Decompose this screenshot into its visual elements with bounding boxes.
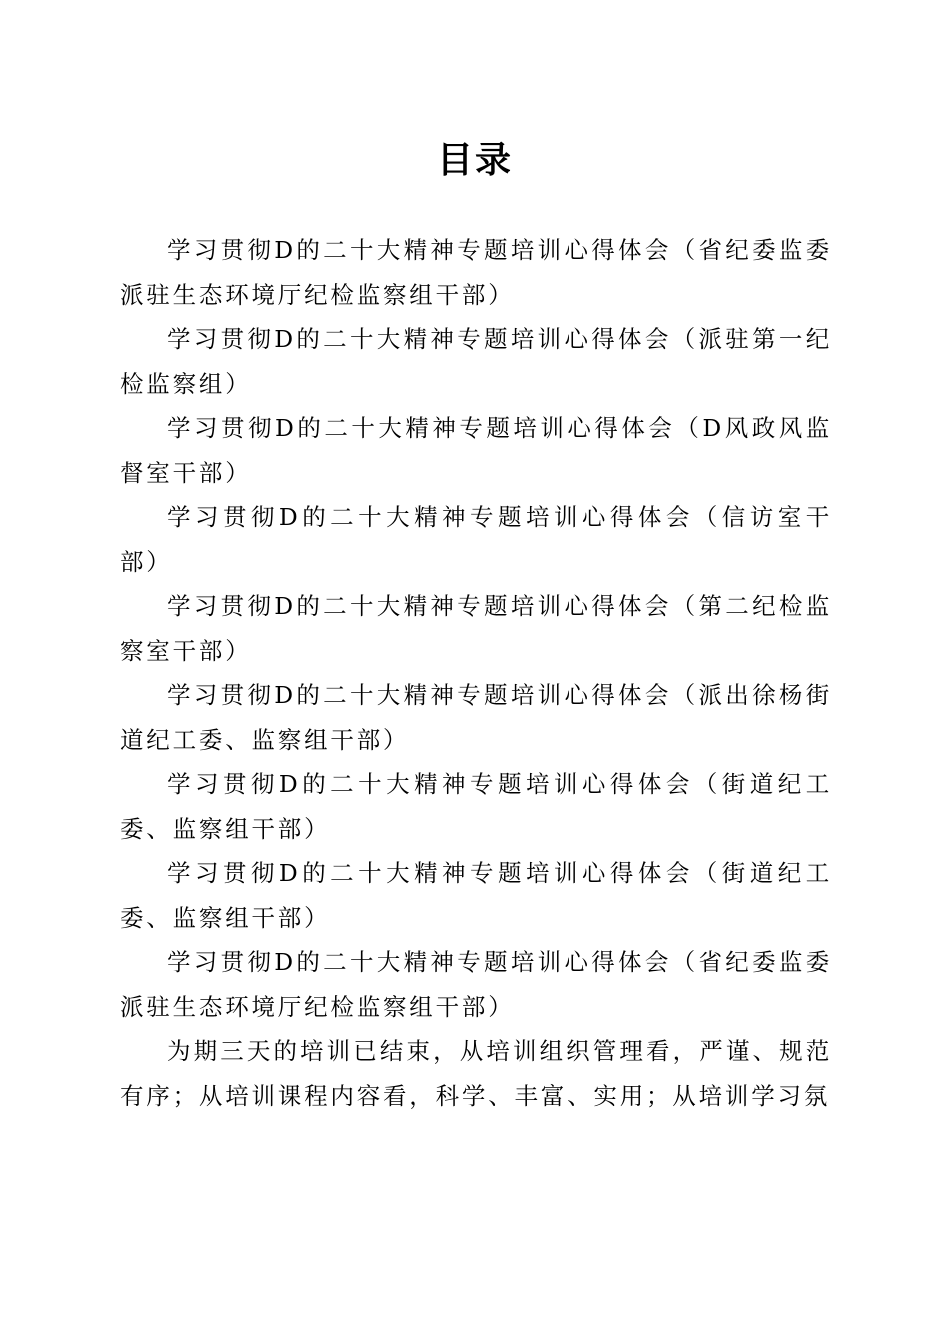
toc-entry: 学习贯彻D的二十大精神专题培训心得体会（第二纪检监察室干部） bbox=[120, 592, 832, 665]
toc-entry: 学习贯彻D的二十大精神专题培训心得体会（街道纪工委、监察组干部） bbox=[120, 859, 832, 932]
table-of-contents bbox=[120, 228, 832, 1118]
toc-entry: 学习贯彻D的二十大精神专题培训心得体会（街道纪工委、监察组干部） bbox=[120, 770, 832, 843]
toc-entry: 学习贯彻D的二十大精神专题培训心得体会（派出徐杨街道纪工委、监察组干部） bbox=[120, 681, 832, 754]
toc-entry: 学习贯彻D的二十大精神专题培训心得体会（省纪委监委派驻生态环境厅纪检监察组干部） bbox=[120, 948, 832, 1021]
toc-entry: 学习贯彻D的二十大精神专题培训心得体会（信访室干部） bbox=[120, 503, 832, 576]
toc-entry: 学习贯彻D的二十大精神专题培训心得体会（D风政风监督室干部） bbox=[120, 414, 832, 487]
toc-entry: 学习贯彻D的二十大精神专题培训心得体会（派驻第一纪检监察组） bbox=[120, 325, 832, 398]
toc-entry: 学习贯彻D的二十大精神专题培训心得体会（省纪委监委派驻生态环境厅纪检监察组干部） bbox=[120, 236, 832, 309]
body-paragraph: 为期三天的培训已结束，从培训组织管理看，严谨、规范有序；从培训课程内容看，科学、丰富、实用；从培训学习氛 bbox=[120, 1037, 832, 1110]
page-title: 目录 bbox=[436, 139, 513, 181]
